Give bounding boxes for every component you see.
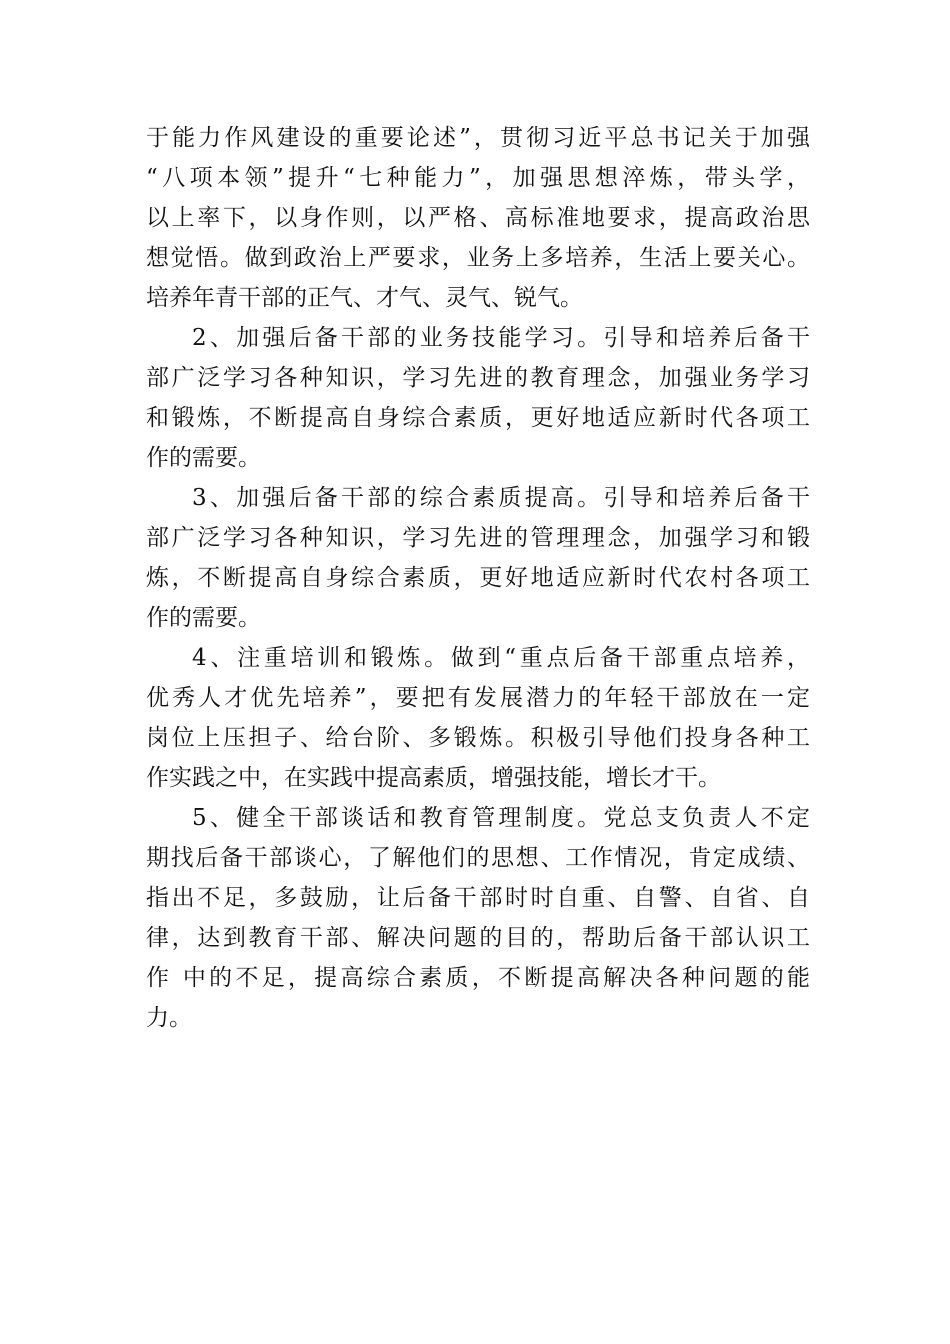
text-line: 作 中的不足，提高综合素质，不断提高解决各种问题的能 xyxy=(146,965,810,991)
text-line: 2、加强后备干部的业务技能学习。引导和培养后备干 xyxy=(192,325,810,351)
text-line: 部广泛学习各种知识，学习先进的管理理念，加强学习和锻 xyxy=(146,525,810,551)
document-body-text xyxy=(146,118,810,1038)
text-line: 以上率下，以身作则，以严格、高标准地要求，提高政治思 xyxy=(146,205,810,231)
text-line: 和锻炼，不断提高自身综合素质，更好地适应新时代各项工 xyxy=(146,405,810,431)
text-line: 期找后备干部谈心，了解他们的思想、工作情况，肯定成绩、 xyxy=(146,845,810,871)
text-line: 律，达到教育干部、解决问题的目的，帮助后备干部认识工 xyxy=(146,925,810,951)
text-line: 部广泛学习各种知识，学习先进的教育理念，加强业务学习 xyxy=(146,365,810,391)
text-line: 4、注重培训和锻炼。做到“重点后备干部重点培养， xyxy=(192,645,810,671)
text-line: 指出不足，多鼓励，让后备干部时时自重、自警、自省、自 xyxy=(146,885,810,911)
text-line: 炼，不断提高自身综合素质，更好地适应新时代农村各项工 xyxy=(146,565,810,591)
text-line: 于能力作风建设的重要论述”，贯彻习近平总书记关于加强 xyxy=(146,125,810,151)
text-line: “八项本领”提升“七种能力”，加强思想淬炼，带头学， xyxy=(146,165,810,191)
text-line: 想觉悟。做到政治上严要求，业务上多培养，生活上要关心。 xyxy=(146,245,810,271)
text-line: 3、加强后备干部的综合素质提高。引导和培养后备干 xyxy=(192,485,810,511)
text-line: 岗位上压担子、给台阶、多锻炼。积极引导他们投身各种工 xyxy=(146,725,810,751)
text-line: 优秀人才优先培养”，要把有发展潜力的年轻干部放在一定 xyxy=(146,685,810,711)
text-line: 力。 xyxy=(146,1005,192,1031)
text-line: 作的需要。 xyxy=(146,605,261,631)
text-line: 作的需要。 xyxy=(146,445,261,471)
text-line: 5、健全干部谈话和教育管理制度。党总支负责人不定 xyxy=(192,805,810,831)
text-line: 作实践之中，在实践中提高素质，增强技能，增长才干。 xyxy=(146,765,721,791)
text-line: 培养年青干部的正气、才气、灵气、锐气。 xyxy=(146,285,583,311)
